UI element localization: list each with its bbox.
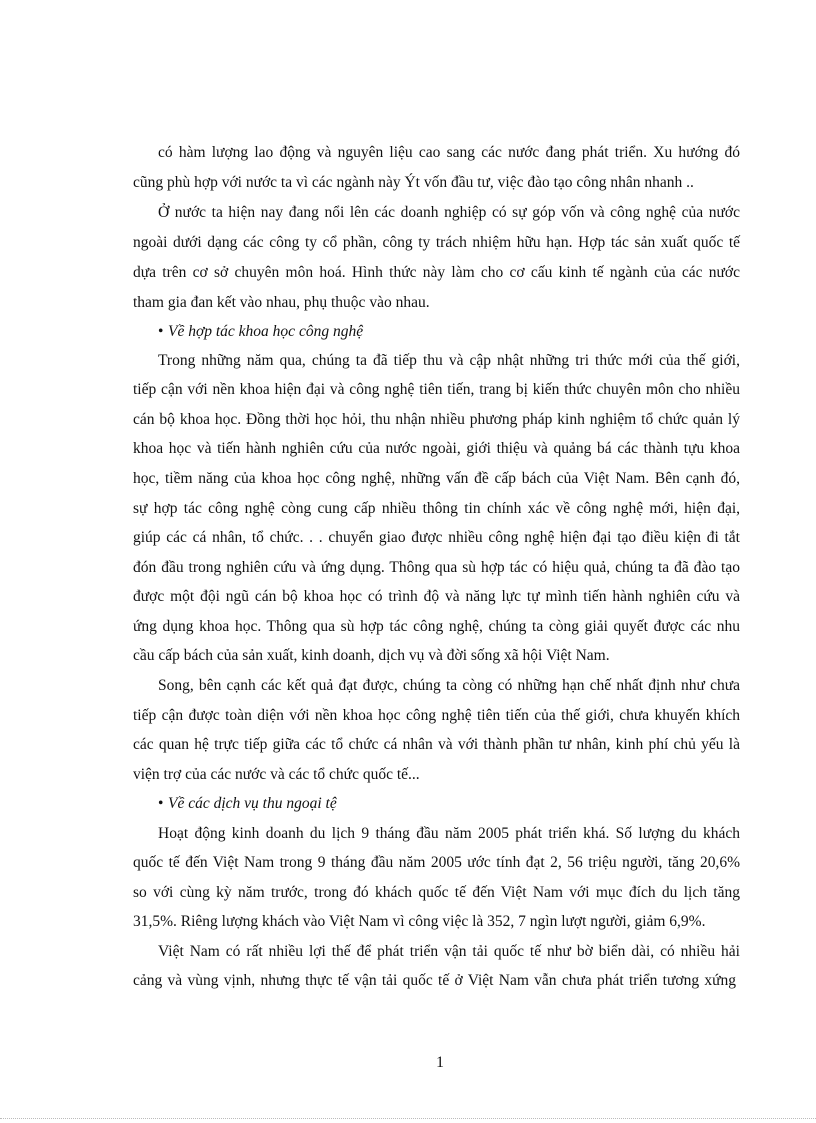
paragraph-5-line-3: so với cùng kỳ năm trước, trong đó khách quốc tế đến Việt Nam với mục đích du lịch tăng xyxy=(133,884,740,901)
paragraph-3-line-3: cán bộ khoa học. Đồng thời học hỏi, thu nhận nhiều phương pháp kinh nghiệm tổ chức quản lý xyxy=(133,411,740,428)
paragraph-6-line-1: Việt Nam có rất nhiều lợi thế để phát triển vận tải quốc tế như bờ biển dài, có nhiều hải xyxy=(158,943,740,960)
paragraph-2-line-1: Ở nước ta hiện nay đang nổi lên các doanh nghiệp có sự góp vốn và công nghệ của nước xyxy=(158,204,740,221)
paragraph-3-line-1: Trong những năm qua, chúng ta đã tiếp thu và cập nhật những tri thức mới của thế giới, xyxy=(158,352,740,369)
bullet-icon: • xyxy=(158,323,164,340)
paragraph-4-line-4: viện trợ của các nước và các tổ chức quốc tế... xyxy=(133,766,420,783)
paragraph-3-line-4: khoa học và tiến hành nghiên cứu của nước ngoài, giới thiệu và quảng bá các thành tựu khoa xyxy=(133,440,740,457)
section-heading-text: Về các dịch vụ thu ngoại tệ xyxy=(168,795,337,812)
paragraph-3-line-8: đón đầu trong nghiên cứu và ứng dụng. Thông qua sù hợp tác có hiệu quả, chúng ta đã đào tạo xyxy=(133,559,740,576)
paragraph-5-line-4: 31,5%. Riêng lượng khách vào Việt Nam vì công việc là 352, 7 ngìn lượt người, giảm 6,9%. xyxy=(133,913,706,930)
paragraph-2-line-2: ngoài dưới dạng các công ty cổ phần, công ty trách nhiệm hữu hạn. Hợp tác sản xuất quốc tế xyxy=(133,234,740,251)
paragraph-3-line-5: học, tiềm năng của khoa học công nghệ, những vấn đề cấp bách của Việt Nam. Bên cạnh đó, xyxy=(133,470,740,487)
paragraph-2-line-4: tham gia đan kết vào nhau, phụ thuộc vào nhau. xyxy=(133,294,430,311)
paragraph-1-line-2: cũng phù hợp với nước ta vì các ngành này Ýt vốn đầu tư, việc đào tạo công nhân nhanh .. xyxy=(133,174,694,191)
paragraph-1-line-1: có hàm lượng lao động và nguyên liệu cao sang các nước đang phát triển. Xu hướng đó xyxy=(158,144,740,161)
paragraph-3-line-2: tiếp cận với nền khoa hiện đại và công nghệ tiên tiến, trang bị kiến thức chuyên môn cho nhiều xyxy=(133,381,740,398)
paragraph-4-line-1: Song, bên cạnh các kết quả đạt được, chúng ta còng có những hạn chế nhất định như chưa xyxy=(158,677,740,694)
bullet-icon: • xyxy=(158,795,164,812)
paragraph-3-line-6: sự hợp tác công nghệ còng cung cấp nhiều thông tin chính xác về công nghệ mới, hiện đại, xyxy=(133,500,740,517)
page-number: 1 xyxy=(436,1054,444,1071)
paragraph-3-line-7: giúp các cá nhân, tổ chức. . . chuyển giao được nhiều công nghệ hiện đại tạo điều kiện đi tắt xyxy=(133,529,740,546)
paragraph-5-line-1: Hoạt động kinh doanh du lịch 9 tháng đầu năm 2005 phát triển khá. Số lượng du khách xyxy=(158,825,740,842)
paragraph-6-line-2: cảng và vùng vịnh, nhưng thực tế vận tải quốc tế ở Việt Nam vẫn chưa phát triển tương xứng xyxy=(133,972,736,989)
paragraph-2-line-3: dựa trên cơ sở chuyên môn hoá. Hình thức này làm cho cơ cấu kinh tế ngành của các nước xyxy=(133,264,740,281)
section-heading-text: Về hợp tác khoa học công nghệ xyxy=(168,323,364,340)
paragraph-5-line-2: quốc tế đến Việt Nam trong 9 tháng đầu năm 2005 ước tính đạt 2, 56 triệu người, tăng 20,6% xyxy=(133,854,740,871)
section-heading-science-tech xyxy=(158,322,363,342)
paragraph-3-line-11: cầu cấp bách của sản xuất, kinh doanh, dịch vụ và đời sống xã hội Việt Nam. xyxy=(133,647,610,664)
paragraph-4-line-2: tiếp cận được toàn diện với nền khoa học công nghệ tiên tiến của thế giới, chưa khuyến khích xyxy=(133,707,740,724)
page-bottom-divider xyxy=(0,1118,816,1119)
paragraph-4-line-3: các quan hệ trực tiếp giữa các tổ chức cá nhân và với thành phần tư nhân, kinh phí chủ yếu là xyxy=(133,736,740,753)
section-heading-forex-services xyxy=(158,794,337,814)
paragraph-3-line-10: ứng dụng khoa học. Thông qua sù hợp tác công nghệ, chúng ta còng giải quyết được các nhu xyxy=(133,618,740,635)
paragraph-3-line-9: được một đội ngũ cán bộ khoa học có trình độ và năng lực tự mình tiến hành nghiên cứu và xyxy=(133,588,740,605)
